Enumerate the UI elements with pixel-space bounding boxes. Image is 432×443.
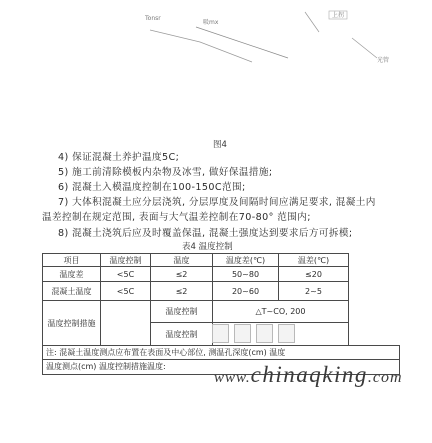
- watermark-main: chinaqking: [250, 362, 368, 387]
- diagram-line: [196, 27, 288, 58]
- table-cell: ≤2: [151, 267, 213, 282]
- table-header-cell: 项目: [43, 254, 101, 267]
- watermark-suffix: .com: [367, 369, 403, 386]
- table-cell: 20~60: [213, 282, 279, 301]
- list-item: 5) 施工前清除模板内杂物及冰雪, 做好保温措施;: [58, 167, 273, 178]
- table-cell: ≤2: [151, 282, 213, 301]
- watermark-logo: [212, 322, 304, 344]
- table-header-cell: 温差(℃): [279, 254, 349, 267]
- table-cell: 温度控制: [151, 301, 213, 323]
- diagram-line: [150, 30, 252, 62]
- diagram-label: 吸mx: [203, 19, 219, 26]
- list-item: 4) 保证混凝土养护温度5C;: [58, 152, 180, 163]
- table-header-cell: 温度: [151, 254, 213, 267]
- diagram-label: 光管: [377, 57, 390, 64]
- diagram-label: Tonsr: [145, 15, 161, 22]
- table-cell: 温度控制: [151, 323, 213, 346]
- table-cell: <5C: [101, 267, 151, 282]
- table-cell: 50~80: [213, 267, 279, 282]
- table-header-cell: 温度控制: [101, 254, 151, 267]
- table-cell-empty: [101, 301, 151, 346]
- diagram-label: 上拐: [332, 12, 345, 19]
- diagram-line: [305, 12, 319, 32]
- list-item: 7) 大体积混凝土应分层浇筑, 分层厚度及间隔时间应满足要求, 混凝土内: [58, 197, 376, 208]
- table-header-row: [43, 254, 349, 267]
- table-cell: 2~5: [279, 282, 349, 301]
- list-item: 6) 混凝土入模温度控制在100-150C范围;: [58, 182, 246, 193]
- watermark-prefix: www.: [214, 370, 251, 386]
- table-caption: 表4 温度控制: [182, 242, 233, 252]
- table-last-row: 温度测点(cm) 温度控制措施温度:: [42, 359, 400, 375]
- list-item: 8) 混凝土浇筑后应及时覆盖保温, 混凝土强度达到要求后方可拆模;: [58, 228, 353, 239]
- figure-caption: 图4: [213, 140, 227, 150]
- diagram-line: [352, 38, 377, 58]
- table-row: [43, 267, 349, 282]
- watermark: [214, 362, 403, 388]
- table-header-cell: 温度差(℃): [213, 254, 279, 267]
- list-item-continuation: 温差控制在规定范围, 表面与大气温差控制在70-80° 范围内;: [42, 212, 311, 223]
- table-cell: ≤20: [279, 267, 349, 282]
- table-cell: <5C: [101, 282, 151, 301]
- table-cell: 混凝土温度: [43, 282, 101, 301]
- table-row: [43, 282, 349, 301]
- table-group-label: 温度控制措施: [43, 301, 101, 346]
- figure-4-diagram: [0, 0, 432, 90]
- table-note-row: 注: 混凝土温度测点应布置在表面及中心部位, 测温孔深度(cm) 温度: [42, 345, 400, 360]
- table-row: [43, 301, 349, 323]
- table-cell: △T~CO, 200: [213, 301, 349, 323]
- table-cell: 温度差: [43, 267, 101, 282]
